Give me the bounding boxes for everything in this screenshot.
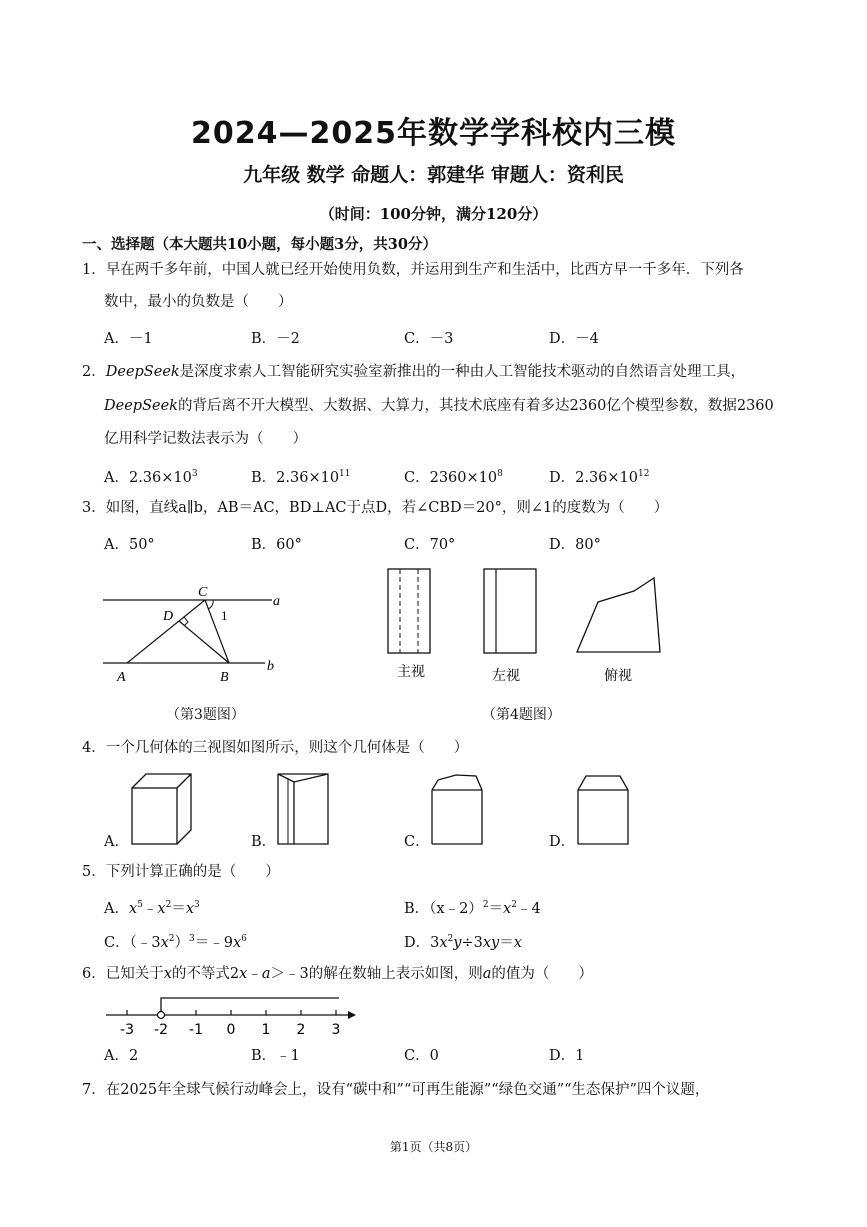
q2-line2: DeepSeek的背后离不开大模型、大数据、大算力，其技术底座有着多达2360亿个模型参数，数据2360 xyxy=(104,398,774,414)
q6-number-line xyxy=(104,990,364,1038)
solution-ray xyxy=(161,998,339,1015)
q4-option-c-label: C． xyxy=(404,834,430,850)
q3-stem: 3．如图，直线a∥b，AB＝AC，BD⊥AC于点D，若∠CBD＝20°，则∠1的度数为（ ） xyxy=(82,500,669,516)
tick-label: -2 xyxy=(154,1022,168,1038)
label-side-view: 左视 xyxy=(492,668,520,684)
q1-option-d: D．－4 xyxy=(549,331,599,347)
q3-option-b: B．60° xyxy=(251,537,302,553)
q3-option-c: C．70° xyxy=(404,537,456,553)
q2-option-d: D．$2.36\times 10^{12}$ xyxy=(549,469,650,486)
q6-option-b: B．﹣1 xyxy=(251,1048,300,1064)
side-view-rect xyxy=(484,569,536,653)
q1-option-b: B．－2 xyxy=(251,331,300,347)
exam-title: 2024—2025年数学学科校内三模 xyxy=(191,116,676,151)
q4-option-d-solid xyxy=(574,770,634,850)
q4-figure-caption: （第4题图） xyxy=(482,707,561,723)
q6-option-a: A．2 xyxy=(104,1048,139,1064)
page-footer: 第1页（共8页） xyxy=(389,1140,478,1154)
label-1: 1 xyxy=(221,608,228,623)
q3-figure xyxy=(95,578,295,690)
q1-line2: 数中，最小的负数是（ ） xyxy=(104,294,293,310)
q5-stem: 5．下列计算正确的是（ ） xyxy=(82,864,280,880)
q2-option-c: C．$2360\times 10^8$ xyxy=(404,469,503,486)
top-view-quadrilateral xyxy=(577,578,660,652)
exam-subtitle: 九年级 数学 命题人：郭建华 审题人：资利民 xyxy=(243,164,624,186)
q4-option-b-solid xyxy=(274,770,334,850)
label-c: C xyxy=(198,585,208,600)
label-front-view: 主视 xyxy=(397,664,425,680)
front-view-rect xyxy=(388,569,430,653)
q4-option-a-label: A． xyxy=(104,834,129,850)
q6-option-c: C．0 xyxy=(404,1048,439,1064)
tick-label: -1 xyxy=(189,1022,203,1038)
q4-option-b-label: B． xyxy=(251,834,277,850)
angle-1-arc xyxy=(208,600,213,609)
q6-option-d: D．1 xyxy=(549,1048,585,1064)
label-b-point: B xyxy=(220,670,229,685)
tick-label: 2 xyxy=(296,1022,306,1038)
q4-option-c-solid xyxy=(428,770,488,850)
q5-option-c: C．$(﹣3x^2)^3=﹣9x^6$ xyxy=(104,934,247,951)
label-b: b xyxy=(267,659,274,674)
q1-option-c: C．－3 xyxy=(404,331,454,347)
q4-option-d-label: D． xyxy=(549,834,576,850)
label-a: a xyxy=(273,594,280,609)
q5-option-d: D．$3x^2y\div 3xy=x$ xyxy=(404,934,522,951)
q2-line3: 亿用科学记数法表示为（ ） xyxy=(104,431,307,447)
right-angle-mark xyxy=(184,617,188,626)
label-d: D xyxy=(163,609,174,624)
q5-option-b: B．$(x﹣2)^2=x^2﹣4$ xyxy=(404,900,541,917)
q1-option-a: A．－1 xyxy=(104,331,153,347)
q3-caption: （第3题图） xyxy=(166,707,245,723)
tick-label: -3 xyxy=(120,1022,134,1038)
q2-option-b: B．$2.36\times 10^{11}$ xyxy=(251,469,351,486)
q2-line1: 2．DeepSeek是深度求索人工智能研究实验室新推出的一种由人工智能技术驱动的自然语言处理工具， xyxy=(82,364,746,380)
section-heading: 一、选择题（本大题共10小题，每小题3分，共30分） xyxy=(82,236,437,253)
axis-arrow xyxy=(348,1011,356,1019)
label-a-point: A xyxy=(117,670,126,685)
q4-three-views-figure xyxy=(380,564,670,690)
tick-label: 3 xyxy=(331,1022,341,1038)
label-top-view: 俯视 xyxy=(604,668,632,684)
time-note: （时间：100分钟，满分120分） xyxy=(319,205,548,223)
q4-stem: 4．一个几何体的三视图如图所示，则这个几何体是（ ） xyxy=(82,740,469,756)
q5-option-a: A．$x^5﹣x^2=x^3$ xyxy=(104,900,200,917)
q6-stem: 6．已知关于x的不等式2x﹣a＞﹣3的解在数轴上表示如图，则a的值为（ ） xyxy=(82,966,593,982)
q7-stem: 7．在2025年全球气候行动峰会上，设有“碳中和”“可再生能源”“绿色交通”“生态保护”四个议题， xyxy=(82,1082,710,1098)
open-circle xyxy=(158,1012,165,1019)
q1-line1: 1．早在两千多年前，中国人就已经开始使用负数，并运用到生产和生活中，比西方早一千多年．下列各 xyxy=(82,262,744,278)
q3-option-a: A．50° xyxy=(104,537,155,553)
tick-label: 1 xyxy=(261,1022,271,1038)
q4-option-a-solid xyxy=(128,770,198,850)
q2-option-a: A．$2.36\times 10^3$ xyxy=(104,469,198,486)
tick-label: 0 xyxy=(226,1022,236,1038)
q3-option-d: D．80° xyxy=(549,537,601,553)
